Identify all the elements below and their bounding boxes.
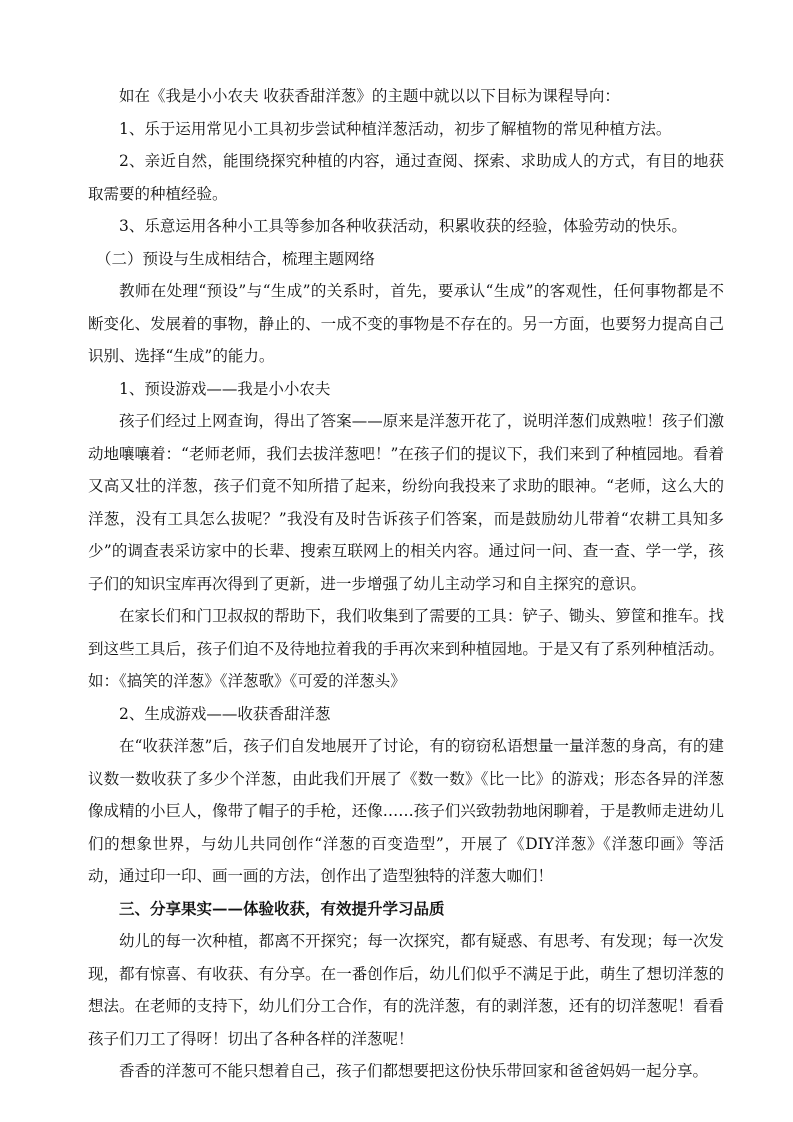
body-paragraph: 在“收获洋葱”后，孩子们自发地展开了讨论，有的窃窃私语想量一量洋葱的身高，有的建议数一数收获了多少个洋葱，由此我们开展了《数一数》《比一比》的游戏；形态各异的洋葱像成精的小巨人，像带了帽子的手枪，还像……孩子们兴致勃勃地闲聊着，于是教师走进幼儿们的想象世界，与幼儿共同创作“洋葱的百变造型”，开展了《DIY洋葱》《洋葱印画》等活动，通过印一印、画一画的方法，创作出了造型独特的洋葱大咖们！	[88, 737, 724, 885]
document-body	[88, 80, 724, 1088]
section-heading: 三、分享果实——体验收获，有效提升学习品质	[119, 898, 445, 918]
body-paragraph: 香香的洋葱可不能只想着自己，孩子们都想要把这份快乐带回家和爸爸妈妈一起分享。	[119, 1062, 709, 1080]
body-paragraph: 在家长们和门卫叔叔的帮助下，我们收集到了需要的工具：铲子、锄头、箩筐和推车。找到这些工具后，孩子们迫不及待地拉着我的手再次来到种植园地。于是又有了系列种植活动。如：《搞笑的洋葱》《洋葱歌》《可爱的洋葱头》	[88, 607, 724, 690]
body-paragraph: 孩子们经过上网查询，得出了答案——原来是洋葱开花了，说明洋葱们成熟啦！孩子们激动地嚷嚷着：“老师老师，我们去拔洋葱吧！”在孩子们的提议下，我们来到了种植园地。看着又高又壮的洋葱，孩子们竟不知所措了起来，纷纷向我投来了求助的眼神。“老师，这么大的洋葱，没有工具怎么拔呢？”我没有及时告诉孩子们答案，而是鼓励幼儿带着“农耕工具知多少”的调查表采访家中的长辈、搜索互联网上的相关内容。通过问一问、查一查、学一学，孩子们的知识宝库再次得到了更新，进一步增强了幼儿主动学习和自主探究的意识。	[88, 412, 724, 593]
body-paragraph: 教师在处理“预设”与“生成”的关系时，首先，要承认“生成”的客观性，任何事物都是不断变化、发展着的事物，静止的、一成不变的事物是不存在的。另一方面，也要努力提高自己识别、选择“生成”的能力。	[88, 282, 724, 365]
activity-heading-1: 1、预设游戏——我是小小农夫	[119, 379, 331, 398]
goal-item-3: 3、乐意运用各种小工具等参加各种收获活动，积累收获的经验，体验劳动的快乐。	[119, 217, 687, 235]
goal-item-2: 2、亲近自然，能围绕探究种植的内容，通过查阅、探索、求助成人的方式，有目的地获取需要的种植经验。	[88, 152, 724, 203]
activity-heading-2: 2、生成游戏——收获香甜洋葱	[119, 704, 331, 723]
intro-paragraph: 如在《我是小小农夫 收获香甜洋葱》的主题中就以以下目标为课程导向：	[119, 87, 620, 105]
body-paragraph: 幼儿的每一次种植，都离不开探究；每一次探究，都有疑惑、有思考、有发现；每一次发现，都有惊喜、有收获、有分享。在一番创作后，幼儿们似乎不满足于此，萌生了想切洋葱的想法。在老师的支持下，幼儿们分工合作，有的洗洋葱，有的剥洋葱，还有的切洋葱呢！看看孩子们刀工了得呀！切出了各种各样的洋葱呢！	[88, 932, 724, 1048]
goal-item-1: 1、乐于运用常见小工具初步尝试种植洋葱活动，初步了解植物的常见种植方法。	[119, 119, 672, 138]
subsection-heading: （二）预设与生成相结合，梳理主题网络	[96, 249, 376, 268]
